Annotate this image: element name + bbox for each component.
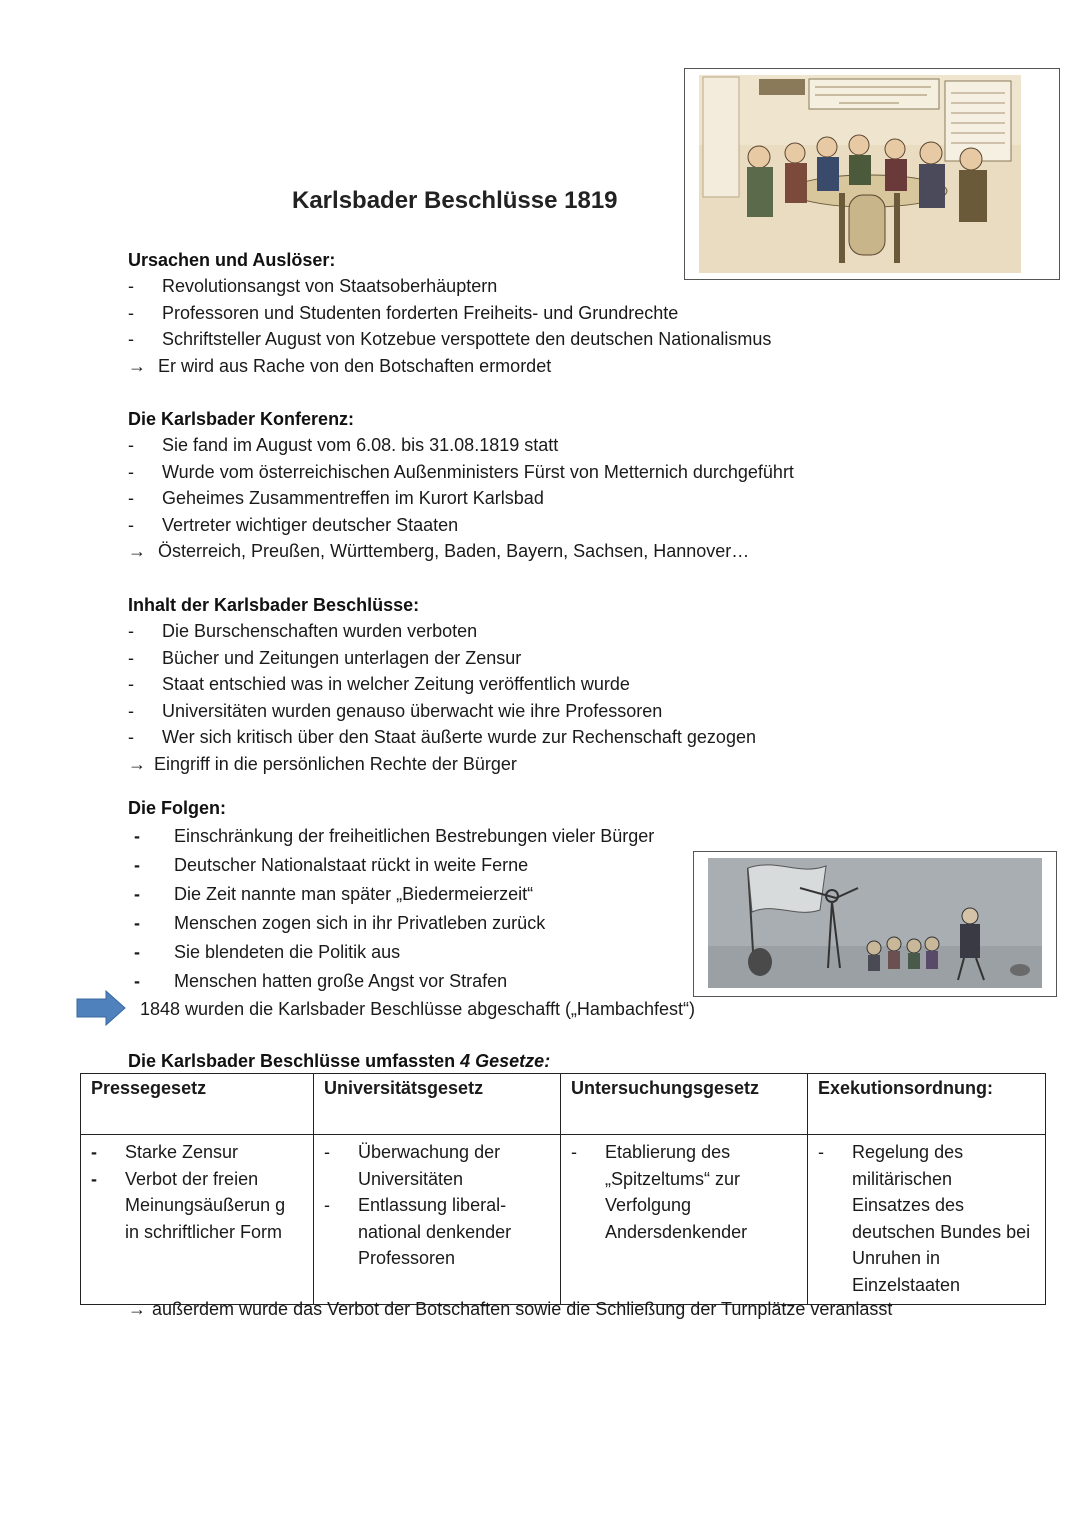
table-header-exekutionsordnung: Exekutionsordnung: xyxy=(808,1074,1046,1135)
list-item: - Die Zeit nannte man später „Biedermeierzeit“ xyxy=(134,884,534,904)
table-header-pressegesetz: Pressegesetz xyxy=(81,1074,314,1135)
list-item: - Geheimes Zusammentreffen im Kurort Karlsbad xyxy=(128,488,544,508)
list-item: - Regelung des militärischen Einsatzes des deutschen Bundes bei Unruhen in Einzelstaaten xyxy=(818,1142,1031,1295)
table-header-untersuchungsgesetz: Untersuchungsgesetz xyxy=(561,1074,808,1135)
list-item: - Etablierung des „Spitzeltums“ zur Verfolgung Andersdenkender xyxy=(571,1142,748,1242)
list-item: - Verbot der freien Meinungsäußerun g in schriftlicher Form xyxy=(91,1168,286,1242)
section-heading-inhalt: Inhalt der Karlsbader Beschlüsse: xyxy=(128,595,420,615)
section-heading-gesetze: Die Karlsbader Beschlüsse umfassten 4 Gesetze: xyxy=(128,1051,551,1071)
laws-table xyxy=(80,1073,1046,1305)
blue-arrow-icon xyxy=(76,990,126,1026)
conclusion-line: → Eingriff in die persönlichen Rechte der Bürger xyxy=(128,751,756,778)
biedermeier-caricature-illustration xyxy=(708,858,1042,988)
section-heading-folgen: Die Folgen: xyxy=(128,798,226,818)
list-item: - Schriftsteller August von Kotzebue verspottete den deutschen Nationalismus xyxy=(128,329,772,349)
page-title: Karlsbader Beschlüsse 1819 xyxy=(292,187,618,214)
list-item: - Überwachung der Universitäten xyxy=(324,1142,501,1189)
list-item: - Staat entschied was in welcher Zeitung veröffentlich wurde xyxy=(128,674,630,694)
arrow-icon: → xyxy=(128,1299,146,1319)
list-item: - Vertreter wichtiger deutscher Staaten xyxy=(128,514,459,535)
list-item: - Entlassung liberal-national denkender Professoren xyxy=(324,1195,512,1268)
table-row xyxy=(81,1135,1046,1305)
footnote: → außerdem wurde das Verbot der Botschaften sowie die Schließung der Turnplätze veranlasst xyxy=(128,1296,908,1323)
list-item: - Menschen hatten große Angst vor Strafen xyxy=(134,971,508,991)
conclusion-line: → Er wird aus Rache von den Botschaften ermordet xyxy=(128,353,771,380)
arrow-icon: → xyxy=(128,541,146,561)
highlight-line: 1848 wurden die Karlsbader Beschlüsse abgeschafft („Hambachfest“) xyxy=(140,999,695,1019)
table-cell-universitaetsgesetz xyxy=(314,1135,561,1305)
list-item: - Menschen zogen sich in ihr Privatleben zurück xyxy=(134,913,546,933)
list-item: - Wurde vom österreichischen Außenministers Fürst von Metternich durchgeführt xyxy=(128,461,794,482)
conclusion-line: → Österreich, Preußen, Württemberg, Baden, Bayern, Sachsen, Hannover… xyxy=(128,538,794,565)
list-item: - Sie fand im August vom 6.08. bis 31.08.1819 statt xyxy=(128,435,559,455)
table-cell-pressegesetz xyxy=(81,1135,314,1305)
table-cell-untersuchungsgesetz xyxy=(561,1135,808,1305)
list-item: - Sie blendeten die Politik aus xyxy=(134,942,401,962)
section-heading-konferenz: Die Karlsbader Konferenz: xyxy=(128,409,355,429)
arrow-icon: → xyxy=(128,753,146,774)
section-heading-ursachen: Ursachen und Auslöser: xyxy=(128,250,336,270)
list-item: - Revolutionsangst von Staatsoberhäuptern xyxy=(128,276,498,296)
list-item: - Einschränkung der freiheitlichen Bestrebungen vieler Bürger xyxy=(134,826,655,846)
list-item: - Universitäten wurden genauso überwacht wie ihre Professoren xyxy=(128,700,663,721)
table-header-row xyxy=(81,1074,1046,1135)
list-item: - Deutscher Nationalstaat rückt in weite Ferne xyxy=(134,855,529,875)
list-item: - Die Burschenschaften wurden verboten xyxy=(128,621,478,641)
biedermeier-image-frame xyxy=(693,851,1057,997)
arrow-icon: → xyxy=(128,355,146,376)
table-cell-exekutionsordnung xyxy=(808,1135,1046,1305)
list-item: - Starke Zensur xyxy=(91,1142,239,1162)
caricature-meeting-illustration xyxy=(699,75,1021,273)
list-item: - Professoren und Studenten forderten Freiheits- und Grundrechte xyxy=(128,302,679,323)
table-header-universitaetsgesetz: Universitätsgesetz xyxy=(314,1074,561,1135)
list-item: - Bücher und Zeitungen unterlagen der Zensur xyxy=(128,647,522,668)
caricature-image-frame xyxy=(684,68,1060,280)
list-item: - Wer sich kritisch über den Staat äußerte wurde zur Rechenschaft gezogen xyxy=(128,727,756,747)
